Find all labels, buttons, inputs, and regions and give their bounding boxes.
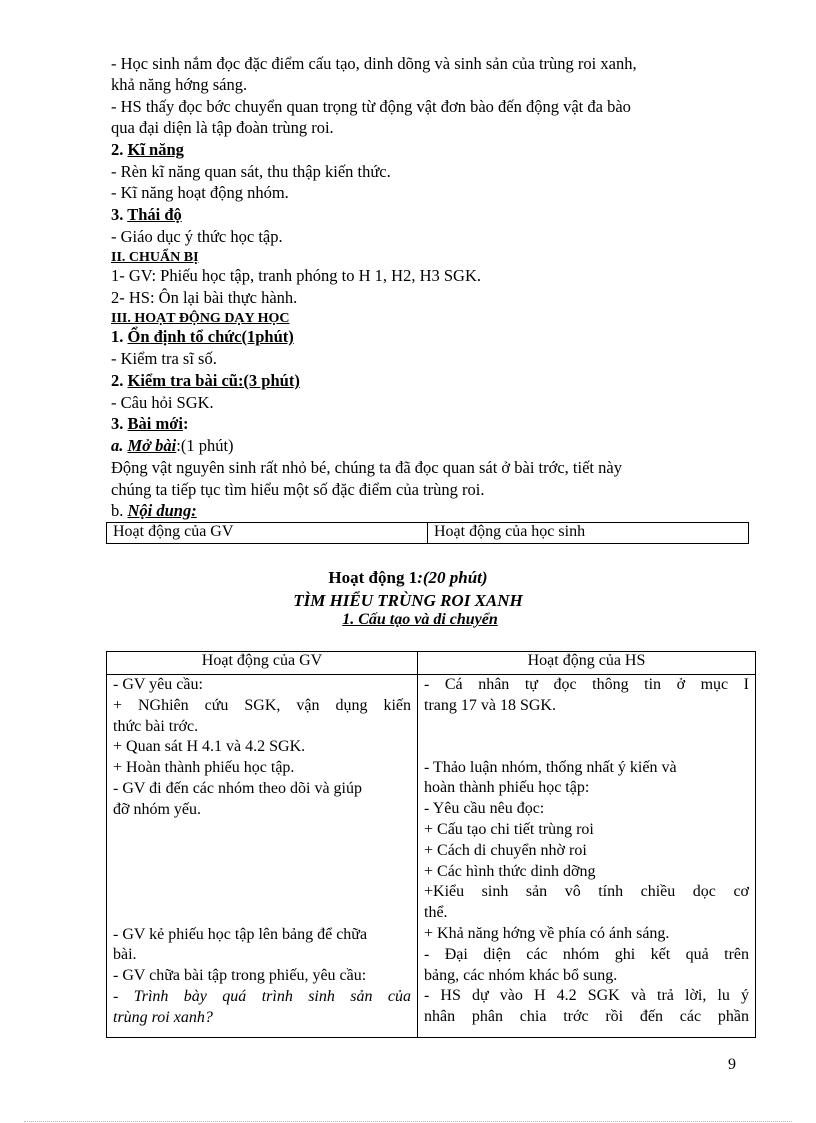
hs-line: + Cấu tạo chi tiết trùng roi [424,820,594,838]
content-label: b. [111,501,128,520]
activity-header-table [106,522,749,544]
skills-number: 2. [111,140,128,159]
hs-line: hoàn thành phiếu học tập: [424,779,590,797]
section-2-title: Kiểm tra bài cũ:(3 phút) [127,371,300,390]
gv-line: - GV yêu cầu: [113,676,203,693]
hs-line: bảng, các nhóm khác bổ sung. [424,966,618,984]
hs-line: - Yêu cầu nêu đọc: [424,800,545,818]
gv-line: - GV kẻ phiếu học tập lên bảng để chữa [113,925,368,943]
hs-line: - HS dự vào H 4.2 SGK và trả lời, lu ý [424,987,749,1005]
opening-time: :(1 phút) [176,436,234,455]
section-3-colon: : [182,414,189,433]
hs-line: +Kiểu sinh sản vô tính chiều dọc cơ [424,883,749,901]
prep-heading: II. CHUẨN BỊ [111,250,199,265]
activity-1-label: Hoạt động 1 [328,568,418,587]
hs-line: + Cách di chuyển nhờ roi [424,841,587,859]
gv-line: đỡ nhóm yếu. [113,800,202,818]
opening-line-1: Động vật nguyên sinh rất nhỏ bé, chúng ta đã đọc quan sát ở bài trớc, tiết này [111,458,622,477]
attitude-title: Thái độ [127,205,182,224]
intro-line-1: - Học sinh nắm đọc đặc điểm cấu tạo, dinh dõng và sinh sản của trùng roi xanh, [111,54,637,73]
intro-line-2: khả năng hớng sáng. [111,75,248,94]
prep-line-2: 2- HS: Ôn lại bài thực hành. [111,288,298,307]
page-number: 9 [728,1056,736,1073]
table1-col-gv: Hoạt động của GV [107,523,428,544]
hs-line: - Cá nhân tự đọc thông tin ở mục I [424,676,749,693]
intro-line-3: - HS thấy đọc bớc chuyển quan trọng từ động vật đơn bào đến động vật đa bào [111,97,631,116]
hs-line: - Thảo luận nhóm, thống nhất ý kiến và [424,758,677,776]
intro-line-4: qua đại diện là tập đoàn trùng roi. [111,118,334,137]
skills-line-2: - Kĩ năng hoạt động nhóm. [111,183,289,202]
hs-line: trang 17 và 18 SGK. [424,696,556,714]
table2-header-gv: Hoạt động của GV [107,652,418,675]
gv-line: + Quan sát H 4.1 và 4.2 SGK. [113,738,306,756]
attitude-number: 3. [111,205,128,224]
section-1-line: - Kiểm tra sĩ số. [111,349,217,368]
table2-header-hs: Hoạt động của HS [418,652,756,675]
section-1-heading [111,327,741,347]
opening-line-2: chúng ta tiếp tục tìm hiểu một số đặc điểm của trùng roi. [111,480,485,499]
gv-line: trùng roi xanh? [113,1008,213,1026]
spacer [113,821,411,925]
section-3-heading [111,414,741,434]
activity-1-subtitle: TÌM HIỂU TRÙNG ROI XANH [293,591,523,610]
section-3-title: Bài mới [127,414,183,433]
opening-title: Mở bài [127,436,177,455]
attitude-line-1: - Giáo dục ý thức học tập. [111,227,283,246]
gv-line: thức bài trớc. [113,717,199,735]
content-heading [111,501,741,521]
section-2-heading [111,371,741,391]
opening-heading [111,436,741,456]
gv-line: + Hoàn thành phiếu học tập. [113,759,295,777]
activity-1-table [106,651,756,1038]
table1-col-hs: Hoạt động của học sinh [428,523,749,544]
gv-line: - GV đi đến các nhóm theo dõi và giúp [113,779,362,797]
attitude-heading [111,205,741,225]
table2-gv-cell [107,675,418,1038]
gv-line: + NGhiên cứu SGK, vận dụng kiến [113,696,411,714]
opening-label: a. [111,436,128,455]
hs-line: - Đại diện các nhóm ghi kết quả trên [424,945,749,963]
activity-1-section: 1. Cấu tạo và di chuyển [342,611,498,628]
gv-line: - GV chữa bài tập trong phiếu, yêu cầu: [113,967,367,985]
gv-line: bài. [113,946,137,964]
table2-hs-cell [418,675,756,1038]
skills-heading [111,140,741,160]
section-2-number: 2. [111,371,128,390]
hs-line: nhân phân chia trớc rồi đến các phần [424,1008,749,1026]
gv-line: - Trình bày quá trình sinh sản của [113,987,411,1005]
activities-heading: III. HOẠT ĐỘNG DẠY HỌC [111,311,290,326]
skills-title: Kĩ năng [127,140,184,159]
section-1-number: 1. [111,327,128,346]
prep-line-1: 1- GV: Phiếu học tập, tranh phóng to H 1, H2, H3 SGK. [111,266,481,285]
section-1-title: Ổn định tổ chức(1phút) [127,327,294,346]
activity-1-title [0,568,816,588]
hs-line: + Khả năng hớng về phía có ánh sáng. [424,924,670,942]
skills-line-1: - Rèn kĩ năng quan sát, thu thập kiến thức. [111,162,391,181]
section-3-number: 3. [111,414,128,433]
hs-line: + Các hình thức dinh dỡng [424,862,596,880]
content-title: Nội dung: [127,501,197,520]
section-2-line: - Câu hỏi SGK. [111,393,214,412]
footer-divider [24,1121,792,1122]
activity-1-time: :(20 phút) [417,568,488,587]
spacer [424,717,749,758]
hs-line: thể. [424,904,448,922]
